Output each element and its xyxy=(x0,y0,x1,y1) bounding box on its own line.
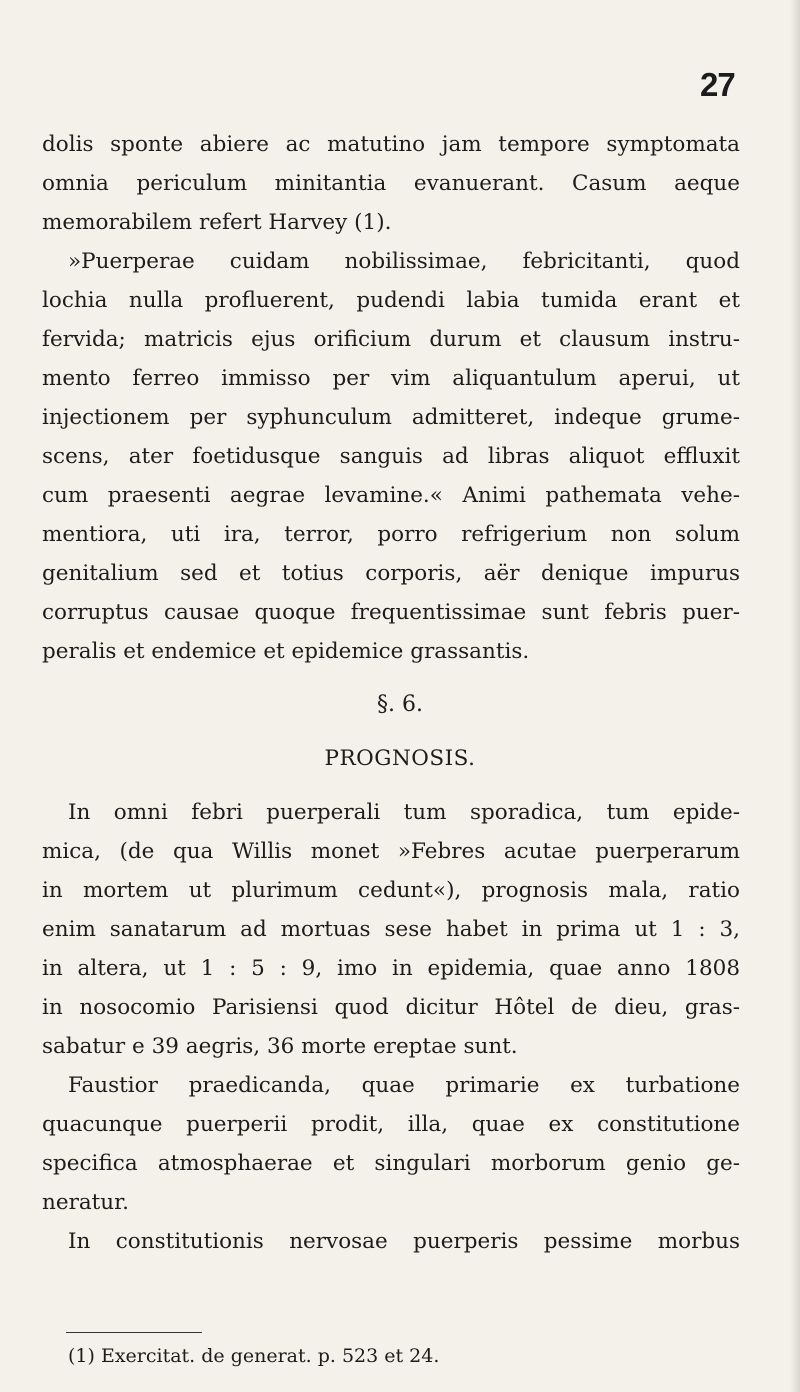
text-line: memorabilem refert Harvey (1). xyxy=(42,210,392,235)
text-line: specifica atmosphaerae et singulari morborum genio ge- xyxy=(42,1151,740,1176)
text-line: In constitutionis nervosae puerperis pessime morbus xyxy=(68,1229,740,1254)
section-number: §. 6. xyxy=(377,692,423,717)
text-line: enim sanatarum ad mortuas sese habet in prima ut 1 : 3, xyxy=(42,917,740,942)
page-number: 27 xyxy=(700,66,735,103)
text-line: »Puerperae cuidam nobilissimae, febricitanti, quod xyxy=(68,249,740,274)
text-line: dolis sponte abiere ac matutino jam tempore symptomata xyxy=(42,132,740,157)
text-line: peralis et endemice et epidemice grassantis. xyxy=(42,639,530,664)
text-line: mento ferreo immisso per vim aliquantulum aperui, ut xyxy=(42,366,740,391)
text-line: lochia nulla profluerent, pudendi labia tumida erant et xyxy=(42,288,740,313)
text-line: sabatur e 39 aegris, 36 morte ereptae sunt. xyxy=(42,1034,518,1059)
text-line: Faustior praedicanda, quae primarie ex turbatione xyxy=(68,1073,740,1098)
text-line: fervida; matricis ejus orificium durum et clausum instru- xyxy=(42,327,740,352)
text-line: neratur. xyxy=(42,1190,129,1215)
footnote-divider xyxy=(66,1332,202,1333)
text-line: in nosocomio Parisiensi quod dicitur Hôtel de dieu, gras- xyxy=(42,995,740,1020)
text-line: scens, ater foetidusque sanguis ad libras aliquot effluxit xyxy=(42,444,740,469)
text-line: mentiora, uti ira, terror, porro refrigerium non solum xyxy=(42,522,740,547)
text-line: in mortem ut plurimum cedunt«), prognosis mala, ratio xyxy=(42,878,740,903)
text-line: quacunque puerperii prodit, illa, quae ex constitutione xyxy=(42,1112,740,1137)
text-line: corruptus causae quoque frequentissimae sunt febris puer- xyxy=(42,600,740,625)
page-edge-shadow xyxy=(790,0,800,1392)
text-line: In omni febri puerperali tum sporadica, tum epide- xyxy=(68,800,740,825)
text-line: omnia periculum minitantia evanuerant. Casum aeque xyxy=(42,171,740,196)
footnote: (1) Exercitat. de generat. p. 523 et 24. xyxy=(68,1345,440,1367)
text-line: injectionem per syphunculum admitteret, indeque grume- xyxy=(42,405,740,430)
text-line: cum praesenti aegrae levamine.« Animi pathemata vehe- xyxy=(42,483,740,508)
section-title: PROGNOSIS. xyxy=(324,746,476,771)
text-line: mica, (de qua Willis monet »Febres acutae puerperarum xyxy=(42,839,740,864)
text-line: genitalium sed et totius corporis, aër denique impurus xyxy=(42,561,740,586)
text-line: in altera, ut 1 : 5 : 9, imo in epidemia, quae anno 1808 xyxy=(42,956,740,981)
